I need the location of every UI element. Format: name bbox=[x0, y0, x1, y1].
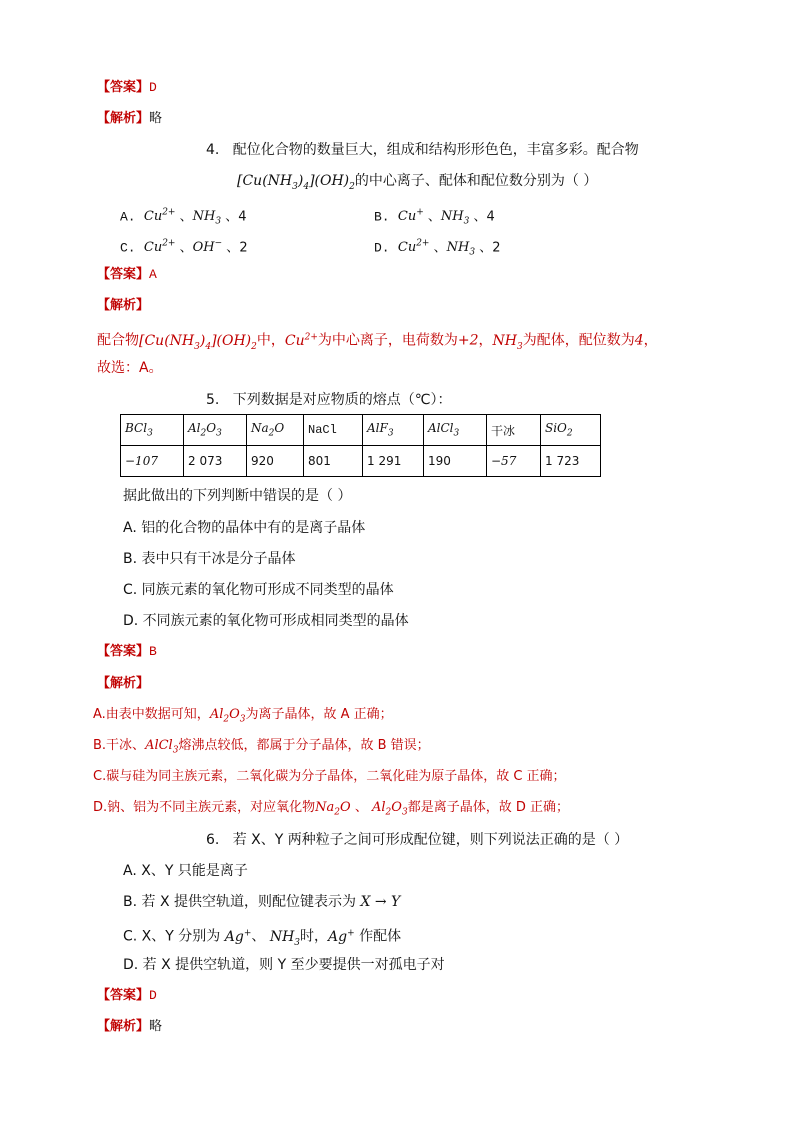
q4-explanation-line1: 配合物$[Cu(NH_3)_4](OH)_2$中，$Cu^{2+}$为中心离子，电荷数为+2，$NH_3$为配体，配位数为4， bbox=[97, 332, 658, 352]
table-cell: 801 bbox=[304, 446, 363, 477]
q4-stem-line2 bbox=[237, 172, 597, 196]
q5-explanation-d: D.钠、铝为不同主族元素，对应氧化物$Na_2O$ 、 $Al_2O_3$都是离子晶体，故 D 正确； bbox=[93, 800, 569, 818]
q4-option-a: A. $Cu^{2+}$ 、$NH_3$ 、4 bbox=[120, 208, 247, 227]
table-cell: NaCl bbox=[304, 415, 363, 446]
table-cell: $Al_2O_3$ bbox=[184, 415, 247, 446]
table-cell: −57 bbox=[487, 446, 541, 477]
q4-explanation-line2: 故选：A。 bbox=[97, 360, 163, 376]
q5-answer-line: 【答案】B bbox=[97, 644, 157, 659]
table-cell: $Na_2O$ bbox=[247, 415, 304, 446]
q4-option-b: B. Cu+ 、$NH_3$ 、4 bbox=[374, 208, 495, 227]
q5-analysis-label: 【解析】 bbox=[97, 676, 150, 691]
q3-answer: D bbox=[149, 80, 157, 95]
q5-explanation-a: A.由表中数据可知，$Al_2O_3$为离子晶体，故 A 正确； bbox=[93, 707, 393, 725]
q6-option-b: B. 若 X 提供空轨道，则配位键表示为 X → Y bbox=[123, 894, 401, 910]
table-cell: 920 bbox=[247, 446, 304, 477]
q5-option-c: C. 同族元素的氧化物可形成不同类型的晶体 bbox=[123, 582, 394, 598]
q6-option-c: C. X、Y 分别为 Ag+、 $NH_3$时，Ag+ 作配体 bbox=[123, 928, 402, 948]
q5-question: 据此做出的下列判断中错误的是（ ） bbox=[123, 488, 352, 504]
q4-number: 4. bbox=[206, 142, 220, 158]
q3-analysis-line bbox=[97, 110, 162, 128]
q4-stem-line1 bbox=[206, 141, 639, 159]
q6-number: 6. bbox=[206, 832, 220, 848]
q5-answer: B bbox=[149, 644, 157, 659]
table-cell: AlF$_3$ bbox=[363, 415, 424, 446]
q3-analysis: 略 bbox=[149, 111, 163, 126]
table-cell: 190 bbox=[424, 446, 487, 477]
q4-option-c: C. $Cu^{2+}$ 、OH− 、2 bbox=[120, 239, 248, 256]
q5-stem: 5. 下列数据是对应物质的熔点（℃）： bbox=[206, 392, 452, 408]
q5-explanation-c: C.碳与硅为同主族元素，二氧化碳为分子晶体，二氧化硅为原子晶体，故 C 正确； bbox=[93, 769, 566, 784]
table-cell: 1 291 bbox=[363, 446, 424, 477]
q6-answer: D bbox=[149, 988, 157, 1003]
analysis-label: 【解析】 bbox=[97, 111, 150, 126]
table-cell: 干冰 bbox=[487, 415, 541, 446]
q4-option-d: D. $Cu^{2+}$ 、$NH_3$ 、2 bbox=[374, 239, 501, 258]
q4-analysis-label: 【解析】 bbox=[97, 298, 150, 313]
q4-formula: $[Cu(NH_3)_4](OH)_2$ bbox=[237, 173, 355, 192]
table-cell: AlCl$_3$ bbox=[424, 415, 487, 446]
q5-option-d: D. 不同族元素的氧化物可形成相同类型的晶体 bbox=[123, 613, 409, 629]
q5-explanation-b: B.干冰、AlCl$_3$熔沸点较低，都属于分子晶体，故 B 错误； bbox=[93, 738, 430, 756]
q5-number: 5. bbox=[206, 392, 220, 408]
table-cell: BCl$_3$ bbox=[121, 415, 184, 446]
answer-label: 【答案】 bbox=[97, 80, 150, 95]
q6-answer-line: 【答案】D bbox=[97, 988, 157, 1003]
q4-answer-line: 【答案】A bbox=[97, 267, 157, 282]
table-row bbox=[121, 446, 601, 477]
q4-answer: A bbox=[149, 267, 157, 282]
q5-option-b: B. 表中只有干冰是分子晶体 bbox=[123, 551, 296, 567]
q6-option-a: A. X、Y 只能是离子 bbox=[123, 863, 248, 879]
table-cell: SiO$_2$ bbox=[541, 415, 601, 446]
melting-point-table bbox=[120, 414, 601, 477]
q4-stem2: 的中心离子、配体和配位数分别为（ ） bbox=[354, 173, 598, 189]
q6-analysis-line: 【解析】略 bbox=[97, 1019, 163, 1034]
q4-stem1: 配位化合物的数量巨大，组成和结构形形色色，丰富多彩。配合物 bbox=[232, 142, 639, 158]
table-cell: 1 723 bbox=[541, 446, 601, 477]
q6-stem: 6. 若 X、Y 两种粒子之间可形成配位键，则下列说法正确的是（ ） bbox=[206, 832, 629, 848]
q3-answer-line bbox=[97, 79, 157, 97]
q5-option-a: A. 铝的化合物的晶体中有的是离子晶体 bbox=[123, 520, 366, 536]
q6-analysis: 略 bbox=[149, 1019, 163, 1034]
table-cell: −107 bbox=[121, 446, 184, 477]
table-header-row bbox=[121, 415, 601, 446]
q6-option-d: D. 若 X 提供空轨道，则 Y 至少要提供一对孤电子对 bbox=[123, 957, 445, 973]
table-cell: 2 073 bbox=[184, 446, 247, 477]
